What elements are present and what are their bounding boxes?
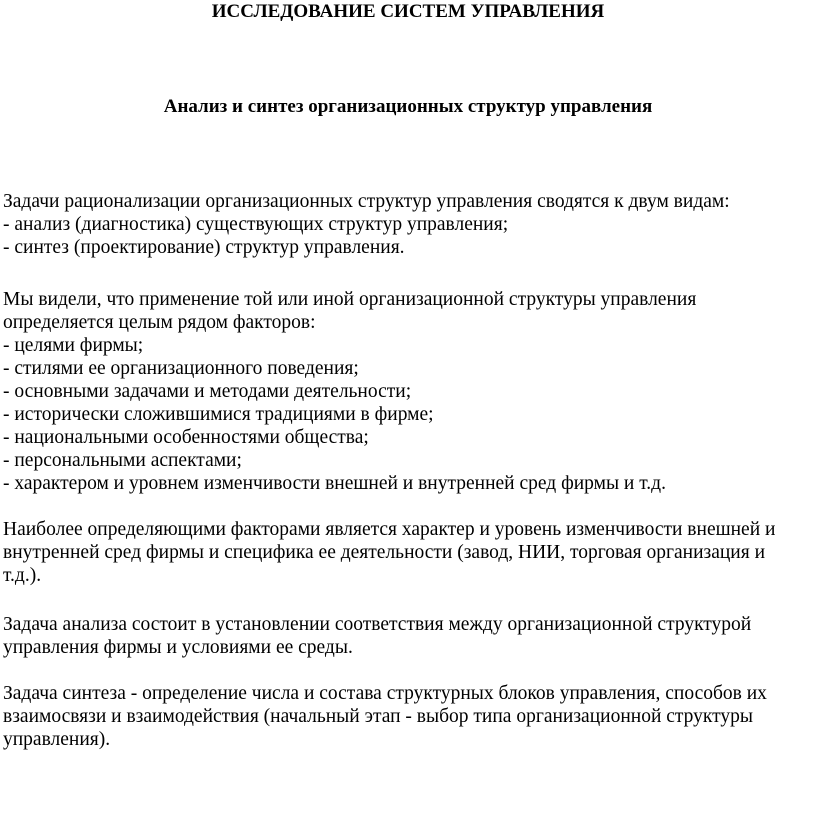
paragraph-key-factors	[3, 518, 813, 587]
paragraph-rationalization-tasks	[3, 190, 813, 259]
list-item: - основными задачами и методами деятельности;	[3, 381, 412, 402]
paragraph-analysis-task	[3, 613, 813, 659]
text-line: управления фирмы и условиями ее среды.	[3, 637, 353, 658]
text-line: т.д.).	[3, 565, 42, 586]
text-line: взаимосвязи и взаимодействия (начальный этап - выбор типа организационной структуры	[3, 706, 753, 727]
list-item: - национальными особенностями общества;	[3, 427, 369, 448]
list-item: - синтез (проектирование) структур управления.	[3, 237, 405, 258]
text-line: Мы видели, что применение той или иной организационной структуры управления	[3, 289, 697, 310]
text-line: управления).	[3, 729, 111, 750]
list-item: - стилями ее организационного поведения;	[3, 358, 359, 379]
text-line: внутренней сред фирмы и специфика ее деятельности (завод, НИИ, торговая организация и	[3, 542, 766, 563]
text-line: Задача анализа состоит в установлении соответствия между организационной структурой	[3, 614, 752, 635]
list-item: - персональными аспектами;	[3, 450, 242, 471]
text-line: Задача синтеза - определение числа и состава структурных блоков управления, способов их	[3, 683, 767, 704]
document-subtitle: Анализ и синтез организационных структур управления	[163, 96, 653, 117]
paragraph-factors	[3, 288, 813, 495]
list-item: - анализ (диагностика) существующих структур управления;	[3, 214, 509, 235]
text-line: Задачи рационализации организационных структур управления сводятся к двум видам:	[3, 191, 730, 212]
list-item: - целями фирмы;	[3, 335, 144, 356]
list-item: - исторически сложившимися традициями в фирме;	[3, 404, 434, 425]
list-item: - характером и уровнем изменчивости внешней и внутренней сред фирмы и т.д.	[3, 473, 666, 494]
document-title: ИССЛЕДОВАНИЕ СИСТЕМ УПРАВЛЕНИЯ	[211, 1, 605, 22]
text-line: Наиболее определяющими факторами является характер и уровень изменчивости внешней и	[3, 519, 776, 540]
text-line: определяется целым рядом факторов:	[3, 312, 316, 333]
paragraph-synthesis-task	[3, 682, 813, 751]
